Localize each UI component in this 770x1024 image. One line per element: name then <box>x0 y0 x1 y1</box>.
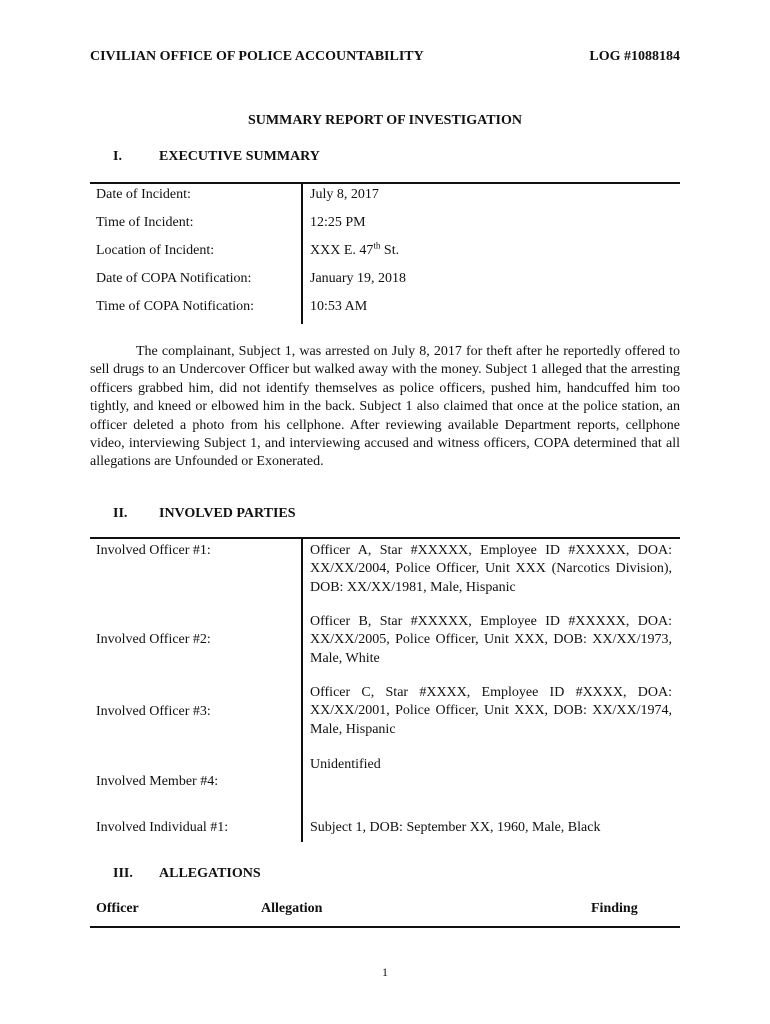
time-of-incident-value: 12:25 PM <box>310 215 366 230</box>
section-2-number: II. <box>113 506 128 521</box>
involved-individual-1-details: Subject 1, DOB: September XX, 1960, Male, Black <box>310 820 601 835</box>
involved-officer-2-label: Involved Officer #2: <box>96 632 211 647</box>
section-1-number: I. <box>113 149 122 164</box>
section-2-top-rule <box>90 537 680 539</box>
involved-officer-1-label: Involved Officer #1: <box>96 543 211 558</box>
copa-notification-time-value: 10:53 AM <box>310 299 368 314</box>
page-number: 1 <box>382 965 388 979</box>
copa-notification-date-label: Date of COPA Notification: <box>96 271 252 286</box>
involved-officer-1-details: Officer A, Star #XXXXX, Employee ID #XXXXX, DOA: XX/XX/2004, Police Officer, Unit XXX (Narcotics Division), DOB: XX/XX/1981, Male, Hispanic <box>310 543 672 595</box>
section-1-title: EXECUTIVE SUMMARY <box>159 149 320 164</box>
copa-notification-time-label: Time of COPA Notification: <box>96 299 255 314</box>
section-3-number: III. <box>113 866 133 881</box>
allegations-allegation-column-header: Allegation <box>261 901 323 916</box>
copa-notification-date-value: January 19, 2018 <box>310 271 407 286</box>
location-of-incident-value <box>310 242 399 260</box>
agency-header: CIVILIAN OFFICE OF POLICE ACCOUNTABILITY <box>90 49 424 64</box>
section-1-column-divider <box>301 184 303 324</box>
location-street-suffix: St. <box>380 243 400 258</box>
section-2-column-divider <box>301 539 303 842</box>
involved-officer-3-label: Involved Officer #3: <box>96 704 211 719</box>
location-ordinal-suffix: th <box>373 240 381 251</box>
involved-member-4-details: Unidentified <box>310 757 381 772</box>
involved-member-4-label: Involved Member #4: <box>96 774 219 789</box>
allegations-officer-column-header: Officer <box>96 901 139 916</box>
location-of-incident-label: Location of Incident: <box>96 243 215 258</box>
section-3-title: ALLEGATIONS <box>159 866 261 881</box>
date-of-incident-value: July 8, 2017 <box>310 187 379 202</box>
report-title: SUMMARY REPORT OF INVESTIGATION <box>248 113 522 128</box>
location-street-number: XXX E. 47 <box>310 243 374 258</box>
section-1-top-rule <box>90 182 680 184</box>
involved-officer-3-details: Officer C, Star #XXXX, Employee ID #XXXX, DOA: XX/XX/2001, Police Officer, Unit XXX, DOB: XX/XX/1974, Male, Hispanic <box>310 685 672 737</box>
allegations-finding-column-header: Finding <box>591 901 638 916</box>
executive-summary-paragraph: The complainant, Subject 1, was arrested on July 8, 2017 for theft after he reportedly offered to sell drugs to an Undercover Officer but walked away with the money. Subject 1 alleged that the arresting officers grabbed him, did not identify themselves as police officers, pushed him, handcuffed him too tightly, and kneed or elbowed him in the back. Subject 1 also claimed that once at the police station, an officer deleted a photo from his cellphone. After reviewing available Department reports, cellphone video, interviewing Subject 1, and interviewing accused and witness officers, COPA determined that all allegations are Unfounded or Exonerated. <box>90 344 680 470</box>
involved-individual-1-label: Involved Individual #1: <box>96 820 229 835</box>
log-number: LOG #1088184 <box>589 49 680 64</box>
allegations-header-rule <box>90 926 680 928</box>
time-of-incident-label: Time of Incident: <box>96 215 194 230</box>
date-of-incident-label: Date of Incident: <box>96 187 191 202</box>
involved-officer-2-details: Officer B, Star #XXXXX, Employee ID #XXXXX, DOA: XX/XX/2005, Police Officer, Unit XXX, DOB: XX/XX/1973, Male, White <box>310 614 672 666</box>
section-2-title: INVOLVED PARTIES <box>159 506 296 521</box>
